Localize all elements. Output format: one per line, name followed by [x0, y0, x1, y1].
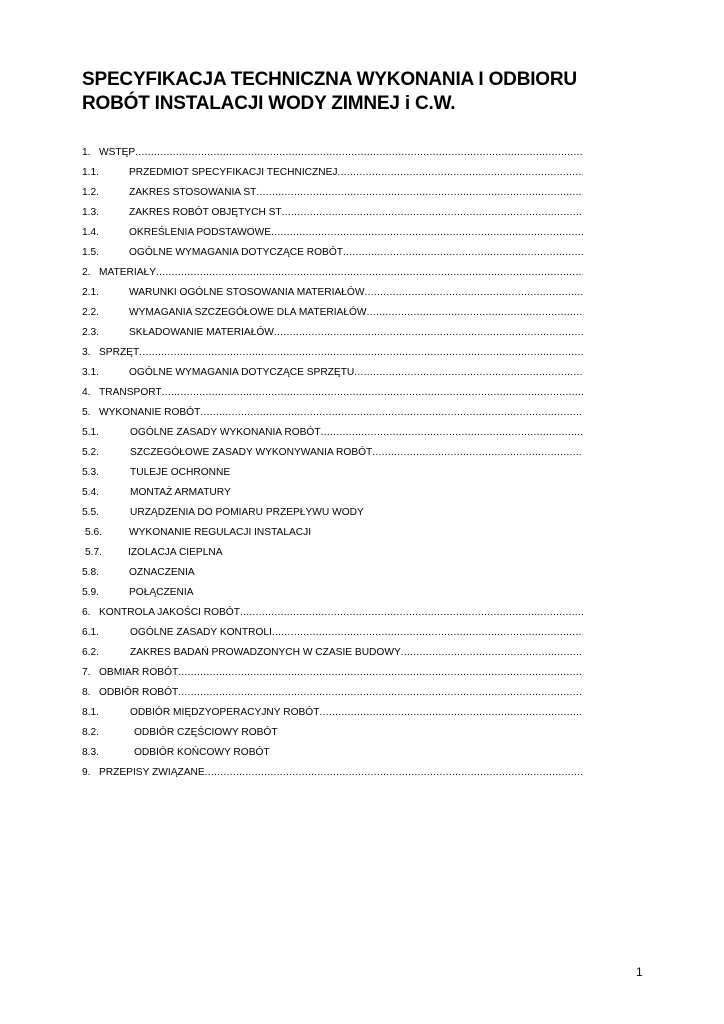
toc-entry-label: SKŁADOWANIE MATERIAŁÓW — [129, 327, 274, 338]
toc-entry[interactable] — [82, 539, 583, 559]
toc-entry-number: 9. — [82, 767, 91, 778]
toc-entry-label: MONTAŻ ARMATURY — [130, 487, 231, 498]
toc-entry-label: ZAKRES STOSOWANIA ST — [129, 187, 257, 198]
toc-entry-label: ODBIÓR ROBÓT — [99, 687, 179, 698]
toc-entry[interactable] — [82, 599, 583, 619]
toc-entry-label: OGÓLNE WYMAGANIA DOTYCZĄCE SPRZĘTU — [129, 367, 355, 378]
toc-entry-number: 2. — [82, 267, 91, 278]
toc-entry[interactable] — [82, 299, 583, 319]
table-of-contents — [82, 139, 583, 779]
toc-entry-number: 8. — [82, 687, 91, 698]
toc-entry-leader — [319, 707, 583, 719]
toc-entry-number: 3. — [82, 347, 91, 358]
toc-entry-leader — [156, 267, 583, 279]
toc-entry-label: OKREŚLENIA PODSTAWOWE — [129, 227, 272, 238]
toc-entry-number: 8.1. — [82, 707, 99, 718]
toc-entry-number: 8.3. — [82, 747, 99, 758]
toc-entry-label: ODBIÓR MIĘDZYOPERACYJNY ROBÓT — [130, 707, 320, 718]
toc-entry-number: 5.7. — [85, 547, 102, 558]
toc-entry[interactable] — [82, 219, 583, 239]
toc-entry[interactable] — [82, 699, 583, 719]
toc-entry-number: 5. — [82, 407, 91, 418]
toc-entry-number: 5.5. — [82, 507, 99, 518]
toc-entry-label: SZCZEGÓŁOWE ZASADY WYKONYWANIA ROBÓT — [130, 447, 373, 458]
toc-entry-number: 5.6. — [85, 527, 102, 538]
toc-entry-label: WYKONANIE ROBÓT — [99, 407, 201, 418]
toc-entry[interactable] — [82, 139, 583, 159]
toc-entry-label: OGÓLNE ZASADY KONTROLI — [130, 627, 272, 638]
toc-entry-number: 1.3. — [82, 207, 99, 218]
toc-entry[interactable] — [82, 659, 583, 679]
toc-entry-number: 1.1. — [82, 167, 99, 178]
toc-entry-label: WSTĘP — [99, 147, 136, 158]
toc-entry[interactable] — [82, 279, 583, 299]
toc-entry[interactable] — [82, 179, 583, 199]
toc-entry-number: 6. — [82, 607, 91, 618]
toc-entry[interactable] — [82, 359, 583, 379]
toc-entry[interactable] — [82, 159, 583, 179]
toc-entry-number: 5.3. — [82, 467, 99, 478]
toc-entry-leader — [135, 147, 583, 159]
toc-entry-label: PRZEPISY ZWIĄZANE — [99, 767, 205, 778]
toc-entry-number: 1. — [82, 147, 91, 158]
toc-entry-label: WYKONANIE REGULACJI INSTALACJI — [129, 527, 312, 538]
toc-entry-label: PRZEDMIOT SPECYFIKACJI TECHNICZNEJ — [129, 167, 338, 178]
toc-entry-number: 5.9. — [82, 587, 99, 598]
toc-entry-number: 5.1. — [82, 427, 99, 438]
toc-entry[interactable] — [82, 259, 583, 279]
toc-entry[interactable] — [82, 559, 583, 579]
toc-entry[interactable] — [82, 339, 583, 359]
toc-entry-number: 5.8. — [82, 567, 99, 578]
toc-entry-label: TRANSPORT — [99, 387, 162, 398]
toc-entry-label: ODBIÓR KOŃCOWY ROBÓT — [134, 747, 270, 758]
toc-entry[interactable] — [82, 419, 583, 439]
toc-entry[interactable] — [82, 679, 583, 699]
toc-entry-number: 2.2. — [82, 307, 99, 318]
page-number: 1 — [636, 965, 643, 979]
toc-entry-leader — [178, 687, 583, 699]
toc-entry-leader — [205, 767, 583, 779]
toc-entry-number: 7. — [82, 667, 91, 678]
toc-entry-leader — [343, 247, 583, 259]
toc-entry-number: 2.3. — [82, 327, 99, 338]
toc-entry-leader — [240, 607, 583, 619]
document-title: SPECYFIKACJA TECHNICZNA WYKONANIA I ODBIORU ROBÓT INSTALACJI WODY ZIMNEJ i C.W. — [82, 69, 577, 114]
toc-entry[interactable] — [82, 459, 583, 479]
toc-entry[interactable] — [82, 639, 583, 659]
toc-entry-label: OGÓLNE ZASADY WYKONANIA ROBÓT — [130, 427, 321, 438]
toc-entry[interactable] — [82, 479, 583, 499]
toc-entry[interactable] — [82, 399, 583, 419]
toc-entry[interactable] — [82, 579, 583, 599]
toc-entry-leader — [272, 627, 583, 639]
toc-entry-leader — [401, 647, 583, 659]
toc-entry[interactable] — [82, 319, 583, 339]
toc-entry-leader — [200, 407, 583, 419]
toc-entry-label: ZAKRES ROBÓT OBJĘTYCH ST — [129, 207, 282, 218]
toc-entry-number: 5.2. — [82, 447, 99, 458]
toc-entry-number: 1.2. — [82, 187, 99, 198]
toc-entry-leader — [321, 427, 583, 439]
toc-entry[interactable] — [82, 759, 583, 779]
toc-entry-label: MATERIAŁY — [99, 267, 156, 278]
toc-entry-leader — [162, 387, 583, 399]
toc-entry-label: SPRZĘT — [99, 347, 140, 358]
toc-entry-label: WARUNKI OGÓLNE STOSOWANIA MATERIAŁÓW — [129, 287, 365, 298]
toc-entry-label: KONTROLA JAKOŚCI ROBÓT — [99, 607, 240, 618]
toc-entry-label: OBMIAR ROBÓT — [99, 667, 179, 678]
toc-entry-number: 2.1. — [82, 287, 99, 298]
toc-entry[interactable] — [82, 719, 583, 739]
toc-entry[interactable] — [82, 619, 583, 639]
toc-entry[interactable] — [82, 239, 583, 259]
toc-entry-number: 8.2. — [82, 727, 99, 738]
toc-entry-label: OGÓLNE WYMAGANIA DOTYCZĄCE ROBÓT — [129, 247, 343, 258]
toc-entry-label: POŁĄCZENIA — [129, 587, 194, 598]
toc-entry-label: IZOLACJA CIEPLNA — [128, 547, 223, 558]
toc-entry-label: OZNACZENIA — [129, 567, 195, 578]
toc-entry-number: 1.4. — [82, 227, 99, 238]
toc-entry-label: URZĄDZENIA DO POMIARU PRZEPŁYWU WODY — [130, 507, 364, 518]
toc-entry-leader — [271, 227, 583, 239]
toc-entry-label: WYMAGANIA SZCZEGÓŁOWE DLA MATERIAŁÓW — [129, 307, 367, 318]
toc-entry[interactable] — [82, 379, 583, 399]
toc-entry-leader — [178, 667, 583, 679]
toc-entry-label: TULEJE OCHRONNE — [130, 467, 231, 478]
toc-entry-number: 6.2. — [82, 647, 99, 658]
toc-entry-label: ZAKRES BADAŃ PROWADZONYCH W CZASIE BUDOWY — [130, 647, 401, 658]
toc-entry-leader — [139, 347, 583, 359]
toc-entry[interactable] — [82, 199, 583, 219]
toc-entry[interactable] — [82, 499, 583, 519]
toc-entry-leader — [274, 327, 583, 339]
toc-entry-number: 6.1. — [82, 627, 99, 638]
toc-entry-leader — [282, 207, 583, 219]
toc-entry[interactable] — [82, 519, 583, 539]
toc-entry-label: ODBIÓR CZĘŚCIOWY ROBÓT — [134, 727, 278, 738]
toc-entry-leader — [338, 167, 584, 179]
toc-entry-leader — [372, 447, 583, 459]
toc-entry-leader — [256, 187, 583, 199]
toc-entry-number: 1.5. — [82, 247, 99, 258]
toc-entry-number: 4. — [82, 387, 91, 398]
toc-entry-number: 5.4. — [82, 487, 99, 498]
toc-entry-number: 3.1. — [82, 367, 99, 378]
toc-entry[interactable] — [82, 739, 583, 759]
toc-entry-leader — [367, 307, 583, 319]
toc-entry[interactable] — [82, 439, 583, 459]
toc-entry-leader — [364, 287, 583, 299]
toc-entry-leader — [354, 367, 583, 379]
